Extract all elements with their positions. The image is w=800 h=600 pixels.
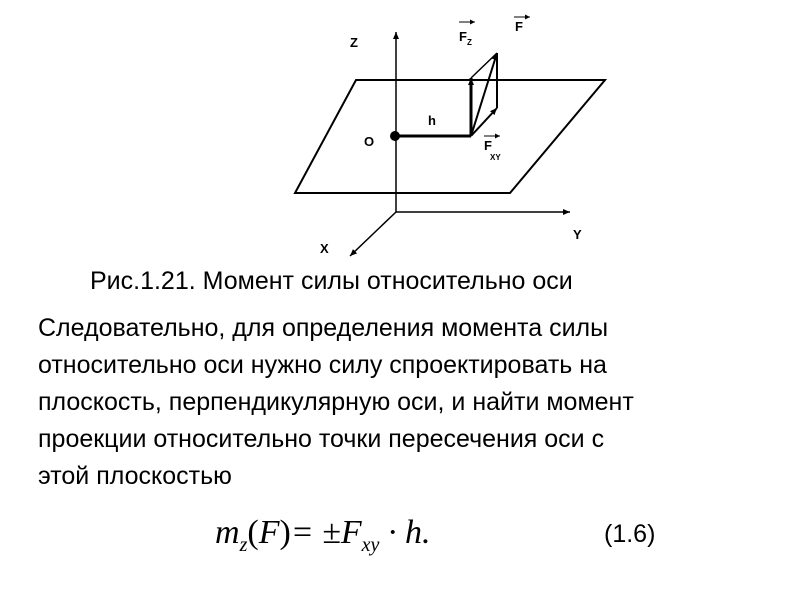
force-z-subscript: Z — [467, 38, 472, 47]
force-label: F — [515, 19, 523, 34]
x-axis-label: X — [320, 241, 329, 256]
figure-caption: Рис.1.21. Момент силы относительно оси — [90, 267, 573, 295]
formula-paren-close: ) — [279, 514, 291, 551]
z-axis-label: Z — [350, 35, 358, 50]
paragraph-line: плоскость, перпендикулярную оси, и найти момент — [38, 388, 634, 416]
body-paragraph — [38, 310, 798, 495]
arm-label: h — [428, 113, 436, 128]
formula-rhs: = ±F — [290, 514, 362, 551]
moment-formula — [215, 513, 430, 557]
y-axis-label: Y — [573, 227, 582, 242]
paragraph-line: проекции относительно точки пересечения оси с — [38, 425, 605, 453]
paragraph-line: Следовательно, для определения момента силы — [38, 314, 609, 342]
formula-force: F — [258, 514, 280, 551]
origin-point — [390, 131, 400, 141]
moment-about-axis-diagram — [0, 0, 800, 270]
formula-paren-open: ( — [247, 514, 259, 551]
force-xy-label: F — [484, 138, 492, 153]
paragraph-line: относительно оси нужно силу спроектировать на — [38, 351, 607, 379]
x-axis — [350, 212, 396, 256]
formula-rhs-subscript: xy — [361, 534, 380, 556]
formula-m: m — [215, 514, 240, 551]
force-xy-subscript: XY — [490, 153, 501, 162]
origin-label: O — [364, 134, 375, 149]
equation-number: (1.6) — [604, 520, 656, 548]
force-z-label: F — [459, 29, 467, 44]
paragraph-line: этой плоскостью — [38, 462, 232, 490]
formula-m-subscript: z — [239, 534, 248, 556]
formula-tail: · h. — [379, 514, 431, 551]
